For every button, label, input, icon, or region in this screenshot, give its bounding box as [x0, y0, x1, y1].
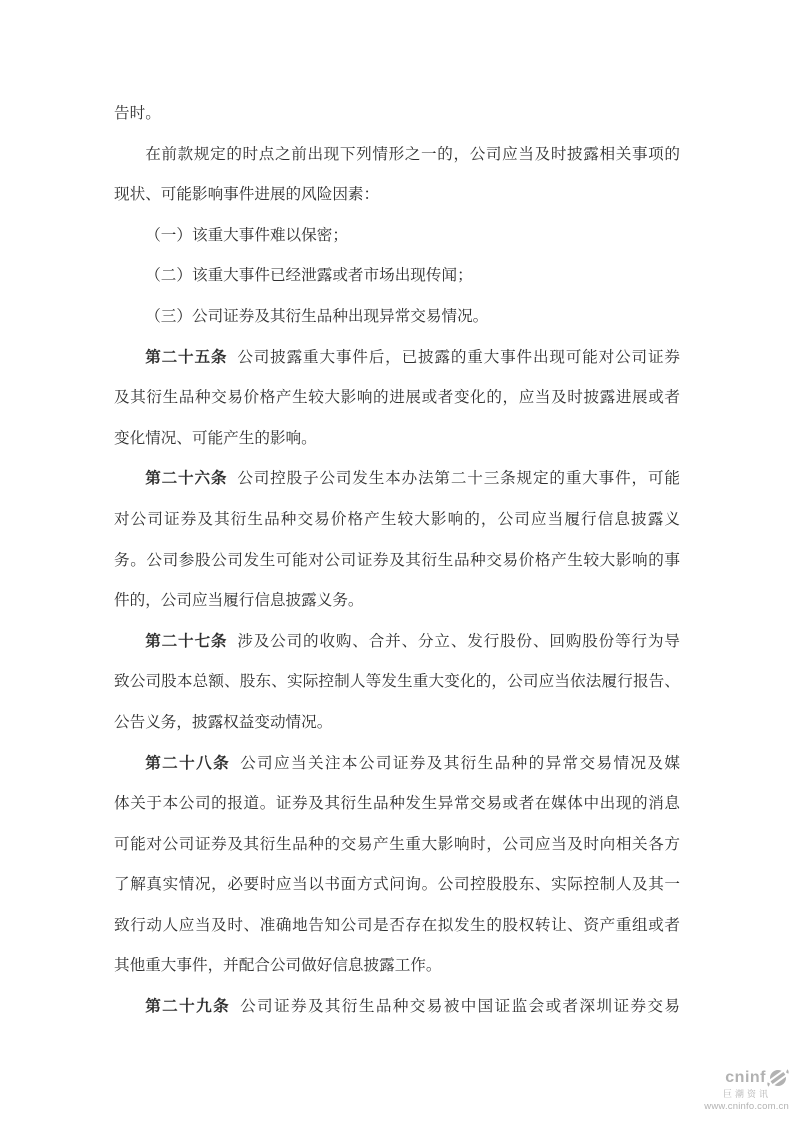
text-line: 件的，公司应当履行信息披露义务。 [114, 592, 364, 610]
text-line: 致行动人应当及时、准确地告知公司是否存在拟发生的股权转让、资产重组或者 [114, 916, 680, 934]
text-line: 第二十八条 公司应当关注本公司证券及其衍生品种的异常交易情况及媒 [145, 754, 680, 772]
text-line: 公告义务，披露权益变动情况。 [114, 713, 333, 731]
text-line: 其他重大事件，并配合公司做好信息披露工作。 [114, 957, 442, 975]
text-line: 在前款规定的时点之前出现下列情形之一的，公司应当及时披露相关事项的 [145, 145, 680, 163]
paragraph [114, 622, 680, 744]
text-line: （三）公司证券及其衍生品种出现异常交易情况。 [145, 307, 489, 325]
cninfo-url: www.cninfo.com.cn [704, 1100, 789, 1112]
text-line: 了解真实情况，必要时应当以书面方式问询。公司控股股东、实际控制人及其一 [114, 876, 680, 894]
article-number: 第二十五条 [145, 348, 228, 366]
article-number: 第二十六条 [145, 470, 228, 488]
article-number: 第二十八条 [145, 754, 231, 772]
paragraph [114, 338, 680, 460]
paragraph [114, 987, 680, 1028]
text-line: 体关于本公司的报道。证券及其衍生品种发生异常交易或者在媒体中出现的消息 [114, 795, 680, 813]
paragraph [114, 94, 680, 135]
cninfo-watermark [704, 1068, 789, 1112]
text-line: 务。公司参股公司发生可能对公司证券及其衍生品种交易价格产生较大影响的事 [114, 551, 680, 569]
article-number: 第二十七条 [145, 632, 228, 650]
text-line: 对公司证券及其衍生品种交易价格产生较大影响的，公司应当履行信息披露义 [114, 510, 680, 528]
text-line: 现状、可能影响事件进展的风险因素： [114, 186, 380, 204]
paragraph [114, 135, 680, 216]
paragraph [114, 297, 680, 338]
paragraph [114, 256, 680, 297]
document-content [114, 94, 680, 1028]
cninfo-swirl-icon [767, 1068, 789, 1088]
article-number: 第二十九条 [145, 998, 231, 1016]
text-line: 第二十九条 公司证券及其衍生品种交易被中国证监会或者深圳证券交易 [145, 998, 680, 1016]
text-line: （二）该重大事件已经泄露或者市场出现传闻； [145, 267, 473, 285]
paragraph [114, 459, 680, 621]
text-line: 告时。 [114, 105, 161, 122]
cninfo-logo-text: cninf [725, 1068, 766, 1086]
cninfo-chinese-name: 巨潮资讯 [722, 1088, 771, 1099]
paragraph [114, 744, 680, 988]
text-line: 第二十六条 公司控股子公司发生本办法第二十三条规定的重大事件，可能 [145, 470, 680, 488]
text-line: 变化情况、可能产生的影响。 [114, 429, 317, 447]
paragraph [114, 216, 680, 257]
text-line: 第二十七条 涉及公司的收购、合并、分立、发行股份、回购股份等行为导 [145, 632, 680, 650]
text-line: 可能对公司证券及其衍生品种的交易产生重大影响时，公司应当及时向相关各方 [114, 835, 680, 853]
text-line: （一）该重大事件难以保密； [145, 226, 348, 244]
text-line: 及其衍生品种交易价格产生较大影响的进展或者变化的，应当及时披露进展或者 [114, 389, 680, 407]
text-line: 致公司股本总额、股东、实际控制人等发生重大变化的，公司应当依法履行报告、 [114, 673, 680, 691]
text-line: 第二十五条 公司披露重大事件后，已披露的重大事件出现可能对公司证券 [145, 348, 680, 366]
cninfo-logo [704, 1068, 789, 1088]
